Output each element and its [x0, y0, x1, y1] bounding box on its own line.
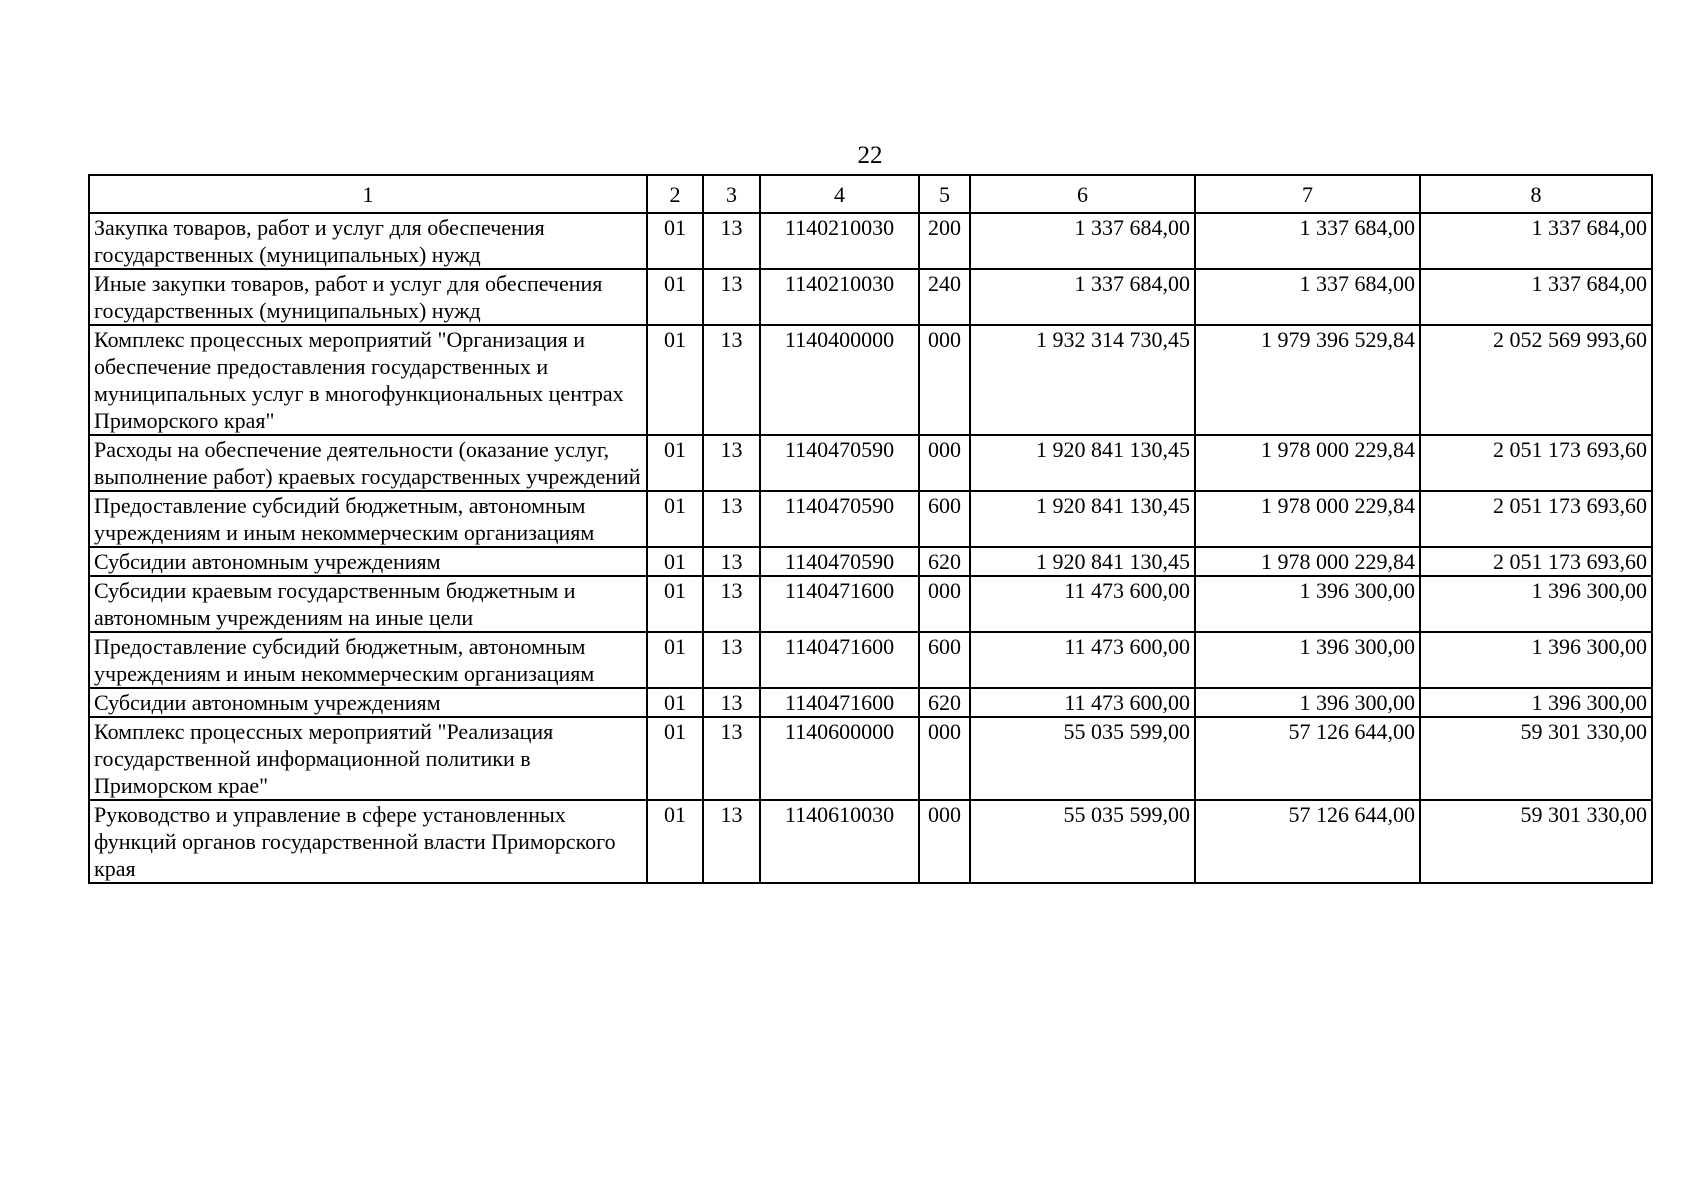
- subsection-code: 13: [703, 576, 760, 632]
- subsection-code: 13: [703, 435, 760, 491]
- amount-col-6: 1 920 841 130,45: [970, 547, 1195, 576]
- amount-col-6: 1 932 314 730,45: [970, 325, 1195, 435]
- target-article-code: 1140470590: [760, 435, 919, 491]
- amount-col-6: 55 035 599,00: [970, 800, 1195, 883]
- amount-col-8: 1 337 684,00: [1420, 213, 1652, 269]
- expense-name: Предоставление субсидий бюджетным, автономным учреждениям и иным некоммерческим организациям: [89, 632, 647, 688]
- section-code: 01: [647, 688, 703, 717]
- header-row: [89, 175, 1652, 213]
- expense-type-code: 600: [919, 632, 970, 688]
- table-row: [89, 213, 1652, 269]
- amount-col-6: 11 473 600,00: [970, 632, 1195, 688]
- column-header-6: 6: [970, 175, 1195, 213]
- amount-col-7: 1 978 000 229,84: [1195, 547, 1420, 576]
- subsection-code: 13: [703, 491, 760, 547]
- amount-col-7: 1 978 000 229,84: [1195, 491, 1420, 547]
- section-code: 01: [647, 269, 703, 325]
- expense-type-code: 240: [919, 269, 970, 325]
- subsection-code: 13: [703, 688, 760, 717]
- amount-col-7: 57 126 644,00: [1195, 717, 1420, 800]
- section-code: 01: [647, 325, 703, 435]
- section-code: 01: [647, 547, 703, 576]
- subsection-code: 13: [703, 632, 760, 688]
- table-row: [89, 435, 1652, 491]
- amount-col-6: 11 473 600,00: [970, 576, 1195, 632]
- target-article-code: 1140400000: [760, 325, 919, 435]
- section-code: 01: [647, 800, 703, 883]
- amount-col-8: 59 301 330,00: [1420, 717, 1652, 800]
- expense-type-code: 000: [919, 325, 970, 435]
- amount-col-7: 57 126 644,00: [1195, 800, 1420, 883]
- amount-col-8: 2 051 173 693,60: [1420, 435, 1652, 491]
- amount-col-8: 1 396 300,00: [1420, 632, 1652, 688]
- budget-table: [88, 174, 1653, 884]
- expense-type-code: 000: [919, 717, 970, 800]
- column-header-2: 2: [647, 175, 703, 213]
- table-row: [89, 269, 1652, 325]
- amount-col-8: 59 301 330,00: [1420, 800, 1652, 883]
- section-code: 01: [647, 576, 703, 632]
- page-number: 22: [857, 142, 883, 169]
- table-row: [89, 717, 1652, 800]
- column-header-8: 8: [1420, 175, 1652, 213]
- expense-type-code: 200: [919, 213, 970, 269]
- expense-type-code: 620: [919, 547, 970, 576]
- column-header-3: 3: [703, 175, 760, 213]
- amount-col-8: 2 051 173 693,60: [1420, 491, 1652, 547]
- expense-type-code: 000: [919, 800, 970, 883]
- amount-col-6: 11 473 600,00: [970, 688, 1195, 717]
- expense-name: Комплекс процессных мероприятий "Организация и обеспечение предоставления государственных и муниципальных услуг в многофункциональных центрах Приморского края": [89, 325, 647, 435]
- subsection-code: 13: [703, 800, 760, 883]
- target-article-code: 1140470590: [760, 491, 919, 547]
- table-row: [89, 491, 1652, 547]
- expense-name: Расходы на обеспечение деятельности (оказание услуг, выполнение работ) краевых государственных учреждений: [89, 435, 647, 491]
- expense-type-code: 600: [919, 491, 970, 547]
- expense-type-code: 000: [919, 576, 970, 632]
- amount-col-7: 1 337 684,00: [1195, 269, 1420, 325]
- section-code: 01: [647, 213, 703, 269]
- subsection-code: 13: [703, 547, 760, 576]
- amount-col-7: 1 979 396 529,84: [1195, 325, 1420, 435]
- expense-name: Предоставление субсидий бюджетным, автономным учреждениям и иным некоммерческим организациям: [89, 491, 647, 547]
- target-article-code: 1140471600: [760, 576, 919, 632]
- amount-col-8: 2 051 173 693,60: [1420, 547, 1652, 576]
- amount-col-6: 55 035 599,00: [970, 717, 1195, 800]
- target-article-code: 1140610030: [760, 800, 919, 883]
- expense-name: Комплекс процессных мероприятий "Реализация государственной информационной политики в Приморском крае": [89, 717, 647, 800]
- expense-name: Иные закупки товаров, работ и услуг для обеспечения государственных (муниципальных) нужд: [89, 269, 647, 325]
- amount-col-6: 1 920 841 130,45: [970, 435, 1195, 491]
- expense-name: Руководство и управление в сфере установленных функций органов государственной власти Приморского края: [89, 800, 647, 883]
- section-code: 01: [647, 632, 703, 688]
- amount-col-7: 1 396 300,00: [1195, 632, 1420, 688]
- amount-col-8: 1 396 300,00: [1420, 576, 1652, 632]
- amount-col-8: 1 396 300,00: [1420, 688, 1652, 717]
- amount-col-7: 1 396 300,00: [1195, 576, 1420, 632]
- table-row: [89, 547, 1652, 576]
- expense-name: Закупка товаров, работ и услуг для обеспечения государственных (муниципальных) нужд: [89, 213, 647, 269]
- amount-col-7: 1 978 000 229,84: [1195, 435, 1420, 491]
- target-article-code: 1140600000: [760, 717, 919, 800]
- column-header-7: 7: [1195, 175, 1420, 213]
- target-article-code: 1140210030: [760, 269, 919, 325]
- target-article-code: 1140471600: [760, 688, 919, 717]
- section-code: 01: [647, 435, 703, 491]
- column-header-4: 4: [760, 175, 919, 213]
- target-article-code: 1140471600: [760, 632, 919, 688]
- table-row: [89, 800, 1652, 883]
- expense-type-code: 000: [919, 435, 970, 491]
- section-code: 01: [647, 717, 703, 800]
- amount-col-7: 1 337 684,00: [1195, 213, 1420, 269]
- amount-col-8: 2 052 569 993,60: [1420, 325, 1652, 435]
- target-article-code: 1140470590: [760, 547, 919, 576]
- expense-type-code: 620: [919, 688, 970, 717]
- amount-col-7: 1 396 300,00: [1195, 688, 1420, 717]
- subsection-code: 13: [703, 213, 760, 269]
- target-article-code: 1140210030: [760, 213, 919, 269]
- column-header-5: 5: [919, 175, 970, 213]
- amount-col-8: 1 337 684,00: [1420, 269, 1652, 325]
- subsection-code: 13: [703, 269, 760, 325]
- expense-name: Субсидии автономным учреждениям: [89, 688, 647, 717]
- table-row: [89, 688, 1652, 717]
- column-header-1: 1: [89, 175, 647, 213]
- amount-col-6: 1 337 684,00: [970, 269, 1195, 325]
- amount-col-6: 1 337 684,00: [970, 213, 1195, 269]
- expense-name: Субсидии автономным учреждениям: [89, 547, 647, 576]
- table-row: [89, 576, 1652, 632]
- subsection-code: 13: [703, 325, 760, 435]
- expense-name: Субсидии краевым государственным бюджетным и автономным учреждениям на иные цели: [89, 576, 647, 632]
- table-row: [89, 325, 1652, 435]
- amount-col-6: 1 920 841 130,45: [970, 491, 1195, 547]
- subsection-code: 13: [703, 717, 760, 800]
- section-code: 01: [647, 491, 703, 547]
- table-row: [89, 632, 1652, 688]
